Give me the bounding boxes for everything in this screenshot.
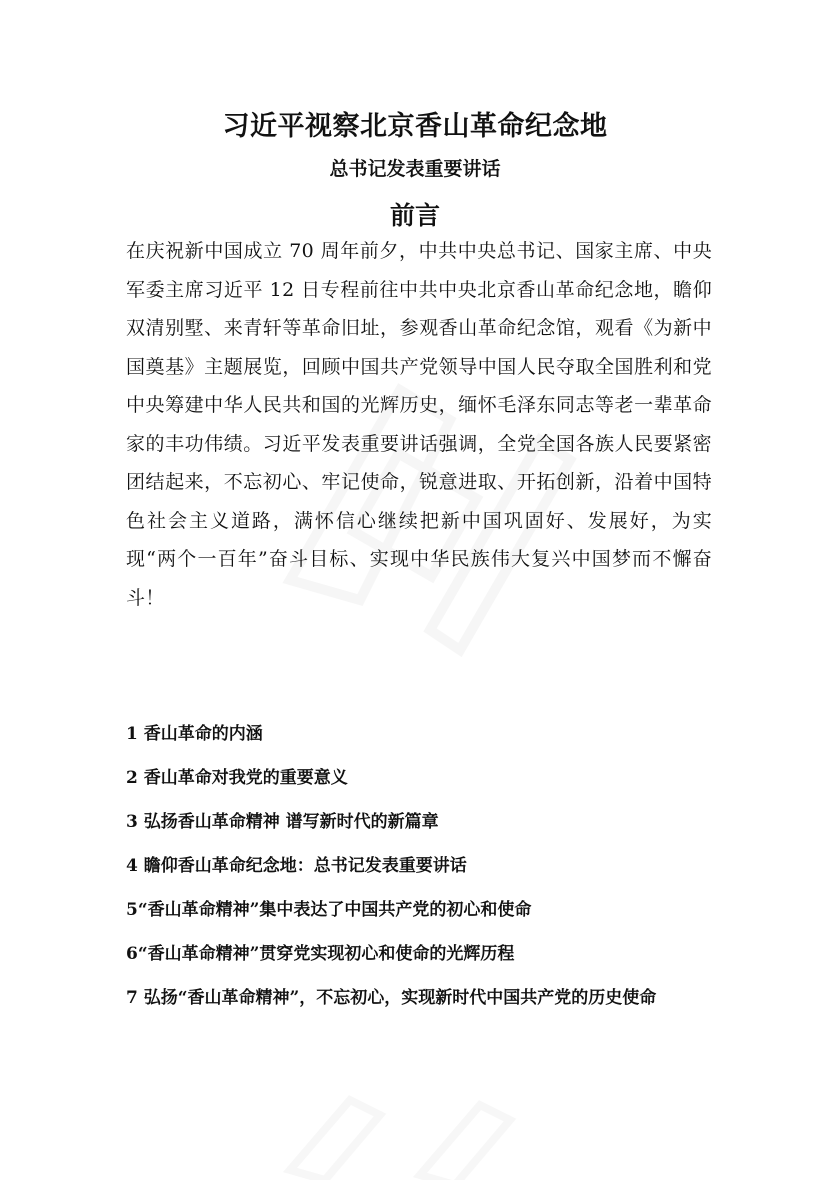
document-subtitle: 总书记发表重要讲话 — [329, 158, 501, 180]
toc-item-5: 5“香山革命精神”集中表达了中国共产党的初心和使命 — [126, 900, 532, 920]
toc-item-7: 7 弘扬“香山革命精神”，不忘初心，实现新时代中国共产党的历史使命 — [126, 988, 657, 1008]
document-title: 习近平视察北京香山革命纪念地 — [222, 111, 608, 142]
table-of-contents — [126, 712, 716, 1020]
preface-heading: 前言 — [389, 201, 440, 230]
toc-item-4: 4 瞻仰香山革命纪念地：总书记发表重要讲话 — [126, 856, 467, 876]
watermark-graphic-bottom — [270, 1090, 570, 1180]
preface-paragraph: 在庆祝新中国成立 70 周年前夕，中共中央总书记、国家主席、中央军委主席习近平 12 日专程前往中共中央北京香山革命纪念地，瞻仰双清别墅、来青轩等革命旧址，参观香山革命纪念馆，观看《为新中国奠基》主题展览，回顾中国共产党领导中国人民夺取全国胜利和党中央筹建中华人民共和国的光辉历史，缅怀毛泽东同志等老一辈革命家的丰功伟绩。习近平发表重要讲话强调，全党全国各族人民要紧密团结起来，不忘初心、牢记使命，锐意进取、开拓创新，沿着中国特色社会主义道路，满怀信心继续把新中国巩固好、发展好，为实现“两个一百年”奋斗目标、实现中华民族伟大复兴中国梦而不懈奋斗！ — [126, 240, 712, 609]
toc-item-3: 3 弘扬香山革命精神 谱写新时代的新篇章 — [126, 812, 439, 832]
toc-item-2: 2 香山革命对我党的重要意义 — [126, 768, 348, 788]
toc-item-6: 6“香山革命精神”贯穿党实现初心和使命的光辉历程 — [126, 944, 515, 964]
toc-item-1: 1 香山革命的内涵 — [126, 724, 263, 744]
